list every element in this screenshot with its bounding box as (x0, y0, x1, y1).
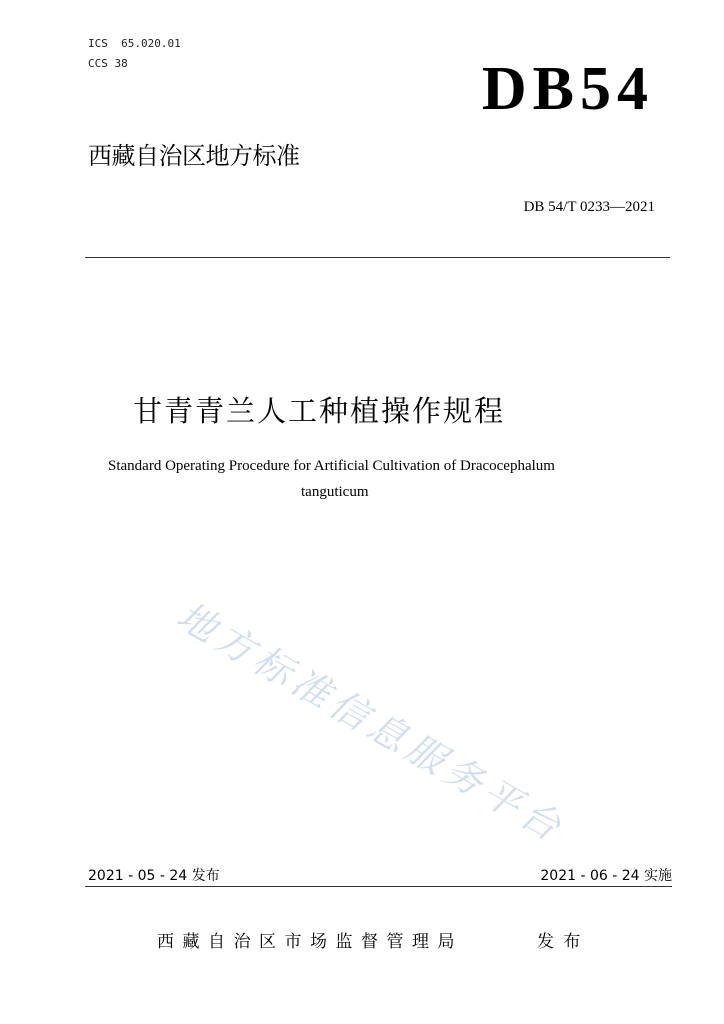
document-title-chinese: 甘青青兰人工种植操作规程 (133, 394, 506, 428)
header-divider (85, 257, 670, 258)
footer-divider (85, 886, 672, 887)
watermark: 地方标准信息服务平台 (169, 593, 573, 852)
document-title-english-line-2: tanguticum (301, 484, 369, 500)
standard-number: DB 54/T 0233—2021 (523, 199, 655, 215)
ccs-code: CCS 38 (88, 57, 128, 70)
issue-date: 2021 - 05 - 24 发布 (88, 868, 220, 884)
issuing-authority: 西藏自治区市场监督管理局 (157, 932, 463, 952)
standard-code-mark: DB54 (481, 55, 654, 123)
document-title-english-line-1: Standard Operating Procedure for Artificial Cultivation of Dracocephalum (108, 458, 555, 474)
standard-category: 西藏自治区地方标准 (88, 142, 300, 170)
implementation-date: 2021 - 06 - 24 实施 (540, 868, 672, 884)
ics-code: ICS 65.020.01 (88, 37, 181, 50)
issuing-action: 发 布 (537, 932, 583, 952)
